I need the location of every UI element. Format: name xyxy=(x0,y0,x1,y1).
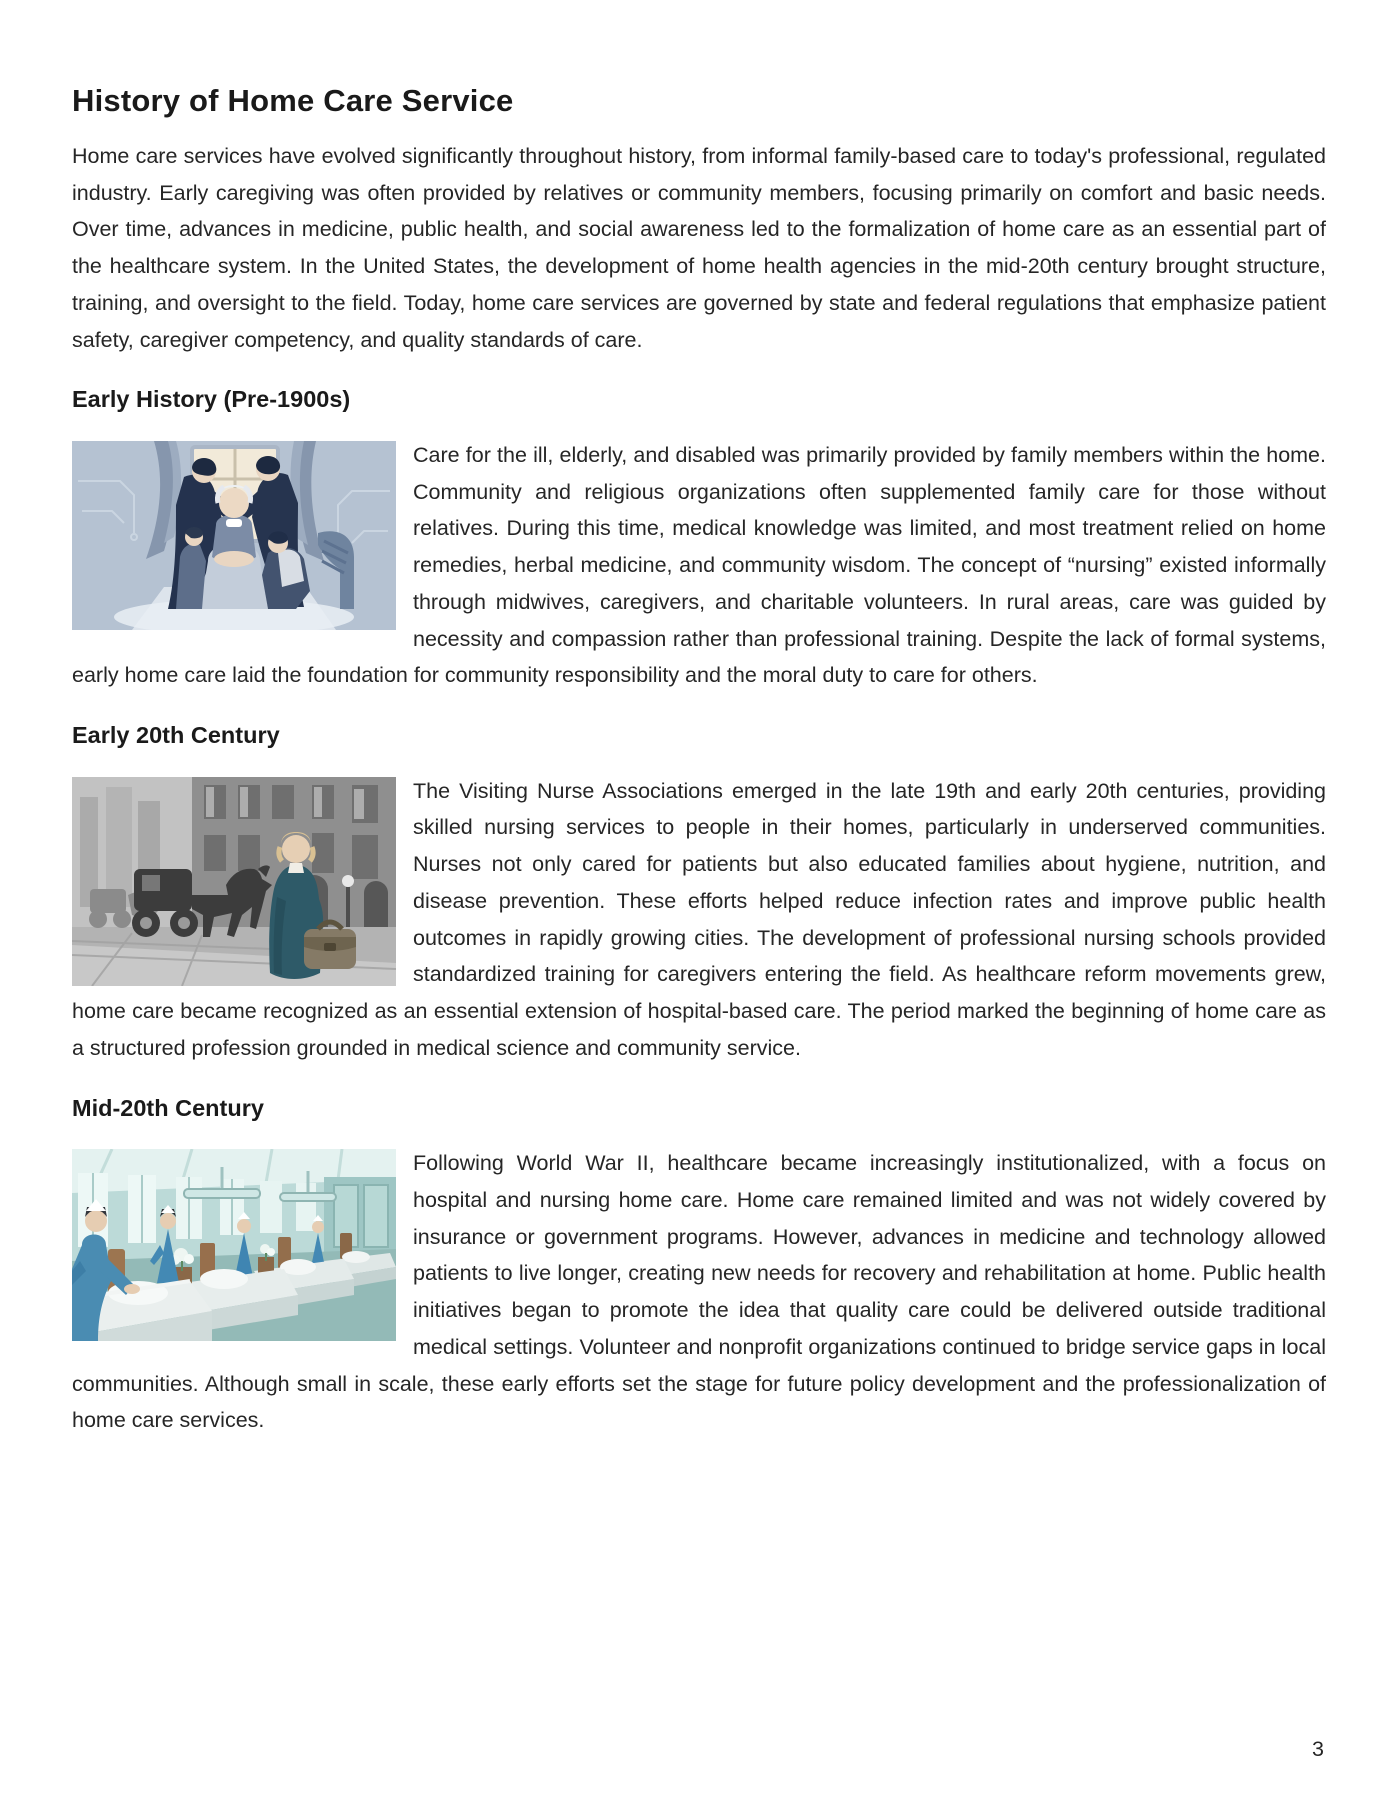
early-20th-figure xyxy=(72,777,396,986)
section-early-20th xyxy=(72,773,1326,1067)
section-heading-mid-20th: Mid-20th Century xyxy=(72,1094,264,1121)
section-mid-20th xyxy=(72,1145,1326,1439)
early-20th-paragraph: The Visiting Nurse Associations emerged in the late 19th and early 20th centuries, providing skilled nursing services to people in their homes, particularly in underserved communities. Nurses not only cared for patients but also educated families about hygiene, nutrition, and disease prevention. These efforts helped reduce infection rates and improve public health outcomes in rapidly growing cities. The development of professional nursing schools provided standardized training for caregivers entering the field. As healthcare reform movements grew, home care became recognized as an essential extension of hospital-based care. The period marked the beginning of home care as a structured profession grounded in medical science and community service. xyxy=(72,778,1326,1060)
family-caring-for-elderly-illustration-image xyxy=(72,441,396,630)
intro-paragraph: Home care services have evolved significantly throughout history, from informal family-based care to today's professional, regulated industry. Early caregiving was often provided by relatives or community members, focusing primarily on comfort and basic needs. Over time, advances in medicine, public health, and social awareness led to the formalization of home care as an essential part of the healthcare system. In the United States, the development of home health agencies in the mid-20th century brought structure, training, and oversight to the field. Today, home care services are governed by state and federal regulations that emphasize patient safety, caregiver competency, and quality standards of care. xyxy=(72,143,1326,352)
section-heading-early-history: Early History (Pre-1900s) xyxy=(72,386,351,413)
page-number: 3 xyxy=(1312,1737,1324,1761)
section-heading-early-20th: Early 20th Century xyxy=(72,722,280,749)
page-title: History of Home Care Service xyxy=(72,83,514,118)
section-early-history xyxy=(72,437,1326,694)
early-history-paragraph: Care for the ill, elderly, and disabled was primarily provided by family members within the home. Community and religious organizations often supplemented family care for those without relatives. During this time, medical knowledge was limited, and most treatment relied on home remedies, herbal medicine, and community wisdom. The concept of “nursing” existed informally through midwives, caregivers, and charitable volunteers. In rural areas, care was guided by necessity and compassion rather than professional training. Despite the lack of formal systems, early home care laid the foundation for community responsibility and the moral duty to care for others. xyxy=(72,442,1326,688)
mid-20th-paragraph: Following World War II, healthcare became increasingly institutionalized, with a focus on hospital and nursing home care. Home care remained limited and was not widely covered by insurance or government programs. However, advances in medicine and technology allowed patients to live longer, creating new needs for recovery and rehabilitation at home. Public health initiatives began to promote the idea that quality care could be delivered outside traditional medical settings. Volunteer and nonprofit organizations continued to bridge service gaps in local communities. Although small in scale, these early efforts set the stage for future policy development and the professionalization of home care services. xyxy=(72,1151,1326,1433)
mid-20th-figure xyxy=(72,1149,396,1341)
early-history-figure xyxy=(72,441,396,630)
visiting-nurse-street-photo-image xyxy=(72,777,396,986)
hospital-ward-nurses-photo-image xyxy=(72,1149,396,1341)
